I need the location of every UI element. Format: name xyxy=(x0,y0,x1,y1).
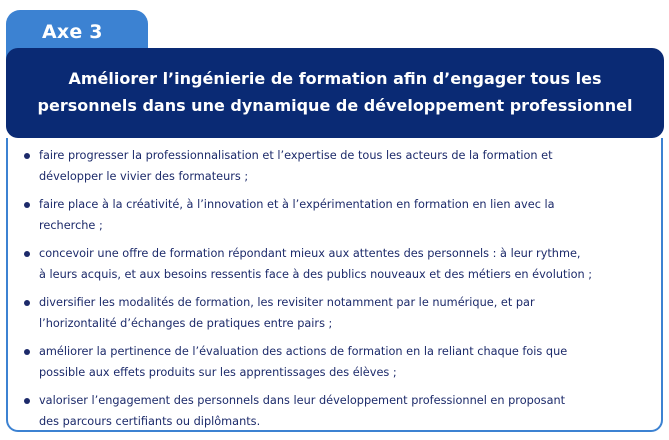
list-item-line-1: concevoir une offre de formation répondant mieux aux attentes des personnels : à leur rythme, xyxy=(39,247,581,260)
list-item-line-2: recherche ; xyxy=(39,219,103,232)
bullet-icon xyxy=(24,300,30,306)
objectives-list xyxy=(19,145,651,432)
list-item-line-2: l’horizontalité d’échanges de pratiques entre pairs ; xyxy=(39,317,333,330)
bullet-icon xyxy=(24,251,30,257)
list-item xyxy=(19,194,651,236)
bullet-icon xyxy=(24,202,30,208)
axis-title-line-2: personnels dans une dynamique de développement professionnel xyxy=(37,96,633,115)
list-item-line-1: améliorer la pertinence de l’évaluation des actions de formation en la reliant chaque fois que xyxy=(39,345,568,358)
list-item-line-2: possible aux effets produits sur les apprentissages des élèves ; xyxy=(39,366,397,379)
list-item-line-1: valoriser l’engagement des personnels dans leur développement professionnel en proposant xyxy=(39,394,566,407)
list-item xyxy=(19,341,651,383)
bullet-icon xyxy=(24,398,30,404)
list-item-line-2: des parcours certifiants ou diplômants. xyxy=(39,415,261,428)
list-item xyxy=(19,292,651,334)
list-item xyxy=(19,390,651,432)
list-item xyxy=(19,243,651,285)
objectives-panel xyxy=(6,138,663,432)
list-item-line-1: diversifier les modalités de formation, les revisiter notamment par le numérique, et par xyxy=(39,296,535,309)
axis-tab-label: Axe 3 xyxy=(42,21,103,43)
bullet-icon xyxy=(24,153,30,159)
bullet-icon xyxy=(24,349,30,355)
list-item-line-1: faire place à la créativité, à l’innovation et à l’expérimentation en formation en lien avec la xyxy=(39,198,555,211)
list-item-line-2: développer le vivier des formateurs ; xyxy=(39,170,249,183)
list-item-line-1: faire progresser la professionnalisation et l’expertise de tous les acteurs de la formation et xyxy=(39,149,553,162)
axis-title-banner xyxy=(6,48,664,138)
axis-title-line-1: Améliorer l’ingénierie de formation afin d’engager tous les xyxy=(68,69,602,88)
list-item-line-2: à leurs acquis, et aux besoins ressentis face à des publics nouveaux et des métiers en évolution ; xyxy=(39,268,593,281)
list-item xyxy=(19,145,651,187)
